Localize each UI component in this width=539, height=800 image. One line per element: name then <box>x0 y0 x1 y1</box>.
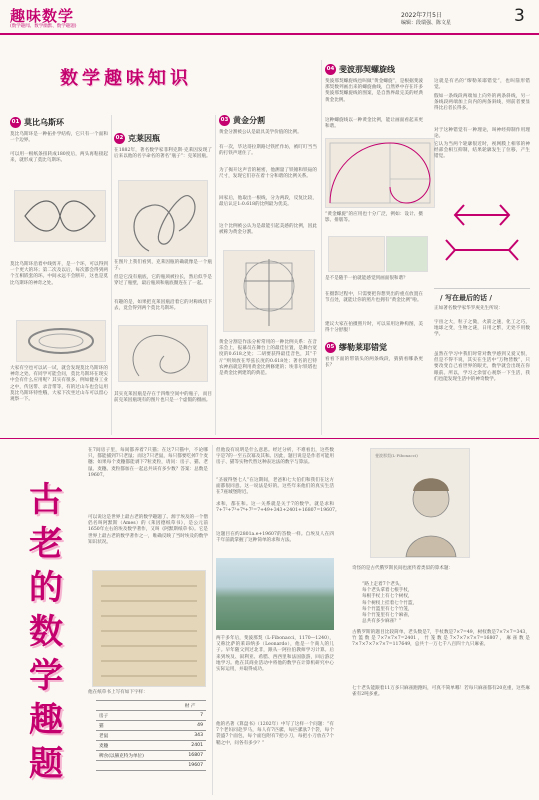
fibonacci-uses: “黄金螺旋”的应用也十分广泛，例如：设计、摄影、排版等。 <box>325 212 423 224</box>
section-title-fibonacci <box>325 64 395 75</box>
muller-explain: 假如一条线段两端加上向外的两条斜线，另一条线段两端加上向内的两条斜线，则前者要显得比后者长得多。 <box>434 94 530 112</box>
golden-measure: 为了揭开这声音的秘密，他测量了铁锤和铁砧的尺寸，发现它们存在着十分和谐的比例关系。 <box>219 168 317 180</box>
table-header-cell <box>96 701 174 711</box>
afterword-title: / 写在最后的话 / <box>440 294 492 302</box>
editor-credit: 编辑：段瑞强、陈文星 <box>401 20 452 26</box>
table-row: 稗食(以赫克特为单位) 16807 <box>96 751 206 761</box>
fibonacci-spiral-illustration <box>325 138 435 208</box>
issue-date: 2022年7月5日 <box>401 12 442 19</box>
section-title-text: 莫比乌斯环 <box>24 118 64 127</box>
column-divider <box>111 115 112 435</box>
section-title-text: 黄金分割 <box>233 116 265 125</box>
muller-name: 这就是有名的“缪勒莱耶错觉”，也叫箭形错觉。 <box>434 79 530 91</box>
russian-solution: 古俄罗斯的题目比较简单，老头数是7，手杖数是7×7=49，树杈数是7×7×7=343，竹篮数是7×7×7×7=2401，竹笼数是7×7×7×7×7=16807，麻雀数是7×7×7×7×7×7=117649，总共十一万七千八百四十九只麻雀。 <box>352 630 530 648</box>
klein-cut: 有趣的是，如果把克莱因瓶沿着它的对称线切下去，竟会得到两个莫比乌斯环。 <box>114 300 212 312</box>
table-row: 猫 49 <box>96 721 206 731</box>
fibonacci-bio: 两千多年后，斐波那契（L·Fibonacci，1170—1240），又称比萨的莱昂纳多（Leonardo），他是一个商人的儿子。早年随父到过北非，跟从一阿拉伯教师学习计算。后来到埃及、叙利亚、希腊、西西里和法国旅游，回后游泛地学习。他在其商业活动中将他的数学在计算机研究中心实际运用，并取得成功。 <box>216 636 334 673</box>
section-title-klein <box>114 133 160 144</box>
title-char: 趣 <box>29 700 63 740</box>
section-number: 05 <box>325 342 336 353</box>
poem-line: 总共有多少麻雀？” <box>362 619 402 625</box>
golden-intro: 黄金分割被公认是最具美学价值的比例。 <box>219 130 302 135</box>
fibonacci-tip: 在摄影过程中，只需要把你想突出的重点放置在节点处，就能让你的照片也拥有“黄金比例”啦。 <box>325 292 423 304</box>
ahmes-papyrus-note: 可以说这是世界上最古老的数学趣题了。源于埃及的一个僧侣名叫阿默斯（Ames）的《莱因德纸草书》，是公元前1650年左右的埃及数学著作，又叫《阿默斯纸草书》。它是世界上最古老的数学著作之一，唯确反映了当时埃及的数学知识状况。 <box>88 515 208 545</box>
section-separator <box>0 438 539 439</box>
st-petersburg-text: “圣彼得堡七人”在这期间，老爸和七大伯们和我们在这方面都很同意。这一说法是好的。这些年来他们的真实生活在7座城堡附近。 <box>216 478 334 496</box>
title-char: 的 <box>29 568 63 608</box>
section-number: 04 <box>325 64 336 75</box>
table-row: 老鼠 343 <box>96 731 206 741</box>
section-title-text: 斐波那契螺旋线 <box>339 65 395 74</box>
title-char: 题 <box>29 744 63 784</box>
mobius-ring-illustration <box>16 320 106 362</box>
golden-applications: 黄金分割是作法分析常用的一种比例关系：在音乐会上，报幕员在舞台上的最佳位置，是舞台宽度的0.618之处；二胡要获得最佳音色，其“千斤”则须放在琴弦长度的0.618处；著名的巴特农神庙就是利用黄金比例修建的；埃菲尔铁塔也是黄金比例建筑的典范。 <box>219 340 317 377</box>
golden-story: 有一次，毕达哥拉斯路过铁匠作坊，被叮叮当当的打铁声迷住了。 <box>219 145 317 157</box>
title-char: 古 <box>29 480 63 520</box>
title-char: 数 <box>29 612 63 652</box>
section-title-golden <box>219 115 265 126</box>
klein-bottle-illustration <box>118 180 208 257</box>
fibonacci-photo-note: 是不是随手一拍就能感觉到画面很和谐？ <box>325 276 408 281</box>
muller-mechanism: 它认为当两个轮廓很近时，视网膜上相邻的神经部会相互抑制，结果轮廓发生了位移，产生错觉。 <box>434 142 530 160</box>
title-char: 老 <box>29 524 63 564</box>
section-number: 03 <box>219 115 230 126</box>
fibonacci-harmony: 这种螺旋线以一种黄金比例，能让画面看起来更和谐。 <box>325 118 423 130</box>
poem-line: 每根手杖上有七个树杈， <box>362 594 413 600</box>
afterword-quote-intro: 正如著名数学家华罗庚先生所说： <box>434 306 503 311</box>
russian-conclusion: 七十老头能跟着11万多只麻雀跑跑吗，可真不简单哪！若每只麻雀都有20克重，这些麻雀有2吨多重。 <box>352 686 530 698</box>
muller-theory: 对于这种错觉有一种理论，叫神经抑制作用理论。 <box>434 128 530 140</box>
mobius-how-to: 可以用一根纸条扭转成180度后，两头再粘接起来，就形成了莫比乌斯环。 <box>10 152 108 164</box>
section-title-mobius <box>10 117 64 128</box>
russian-poem <box>362 582 530 625</box>
afterword-quote: 宇宙之大，粒子之微，火箭之速，化工之巧，地球之变，生物之谜，日用之繁，无处不用数学。 <box>434 320 530 338</box>
table-total-row: 19607 <box>96 761 206 771</box>
poem-line: 每个树杈上挂着七个竹篮， <box>362 600 418 606</box>
masthead-subtitle: (数学趣闻、数学幽默、数学趣题) <box>10 24 77 29</box>
klein-4d: 其实克莱因瓶是存在于四维空间中的瓶子，而目前克莱因瓶现有的图片也只是一个虚假的摄画。 <box>114 392 212 404</box>
klein-shape: 在图片上我们看到，克莱因瓶的确就像是一个瓶子。 <box>114 260 212 272</box>
muller-illusion-illustration <box>440 185 524 277</box>
page-number: 3 <box>514 6 525 26</box>
liber-abaci-problem: 他的名著《算盘书》（1202年）中写了这样一个问题：“有7个老妇同赴罗马，每人有7匹骡，每匹骡驮7个袋，每个袋盛7个面包，每个面包附有7把小刀，每把小刀放在7个鞘之中，问各有多少？” <box>216 722 334 746</box>
poem-line: 每个竹笼里有七个麻雀， <box>362 613 413 619</box>
seven-houses-problem: 在7间房子里，每间都养着7只猫；在这7只猫中，不论哪只，都能捕到7只老鼠；而这7只老鼠，每只都要吃掉7个麦穗；如果每个麦穗都能剥下7粒麦粒，请问：房子、猫、老鼠、麦穗、麦粒都加在一起总共该有多少数？答案：总数是19607。 <box>88 448 208 478</box>
section-number: 01 <box>10 117 21 128</box>
masthead-title: 趣味数学 <box>10 7 75 25</box>
section-title-text: 缪勒莱耶错觉 <box>339 343 387 352</box>
vertical-title <box>22 478 70 786</box>
fibonacci-advice: 建议大家在拍摄照片时，可以采用这种构图，美得十分舒服！ <box>325 322 423 334</box>
afterword-conclusion: 虽然在学习中我们时常对数学感到又爱又恨，但是不得不说，其实在生活中“万物皆数”，只要改变自己看世界的眼光，数学就会出现在你眼前。所以，学习之余留心观察一下生活，我们也能发现生活中的神奇数学。 <box>434 352 530 382</box>
section-banner: 数学趣味知识 <box>60 68 192 89</box>
fibonacci-photo-2 <box>386 236 428 272</box>
papyrus-illustration <box>92 570 206 687</box>
column-divider <box>212 445 213 795</box>
mobius-strip-illustration <box>14 190 106 242</box>
russian-intro: 奇怪的是古代俄罗斯民间也流传着类似的算术题： <box>352 566 454 571</box>
section-number: 02 <box>114 133 125 144</box>
table-row: 麦穗 2401 <box>96 741 206 751</box>
golden-ratio-illustration <box>223 250 315 332</box>
table-header-cell: 财 产 <box>174 701 206 711</box>
landscape-photo <box>216 558 334 630</box>
section-title-text: 克莱因瓶 <box>128 134 160 143</box>
poem-line: “路上走着7个老头， <box>362 582 405 587</box>
mobius-intro: 莫比乌斯环是一种拓扑学结构，它只有一个面和一个边界。 <box>10 132 108 144</box>
fibonacci-photo-1 <box>328 236 385 272</box>
fibonacci-portrait: 斐波那契(L·Fibonacci) <box>370 448 470 558</box>
poem-line: 每个老头拿着七根手杖， <box>362 588 413 594</box>
column-divider <box>215 115 216 435</box>
header-rule <box>0 33 539 35</box>
sum-formula: 求和，都在和。这一关系就是关于7的数学。就是求和7+7²+7³+7⁴+7⁵=7+49+343+2401+16807=19607。 <box>216 502 340 514</box>
klein-intro: 在1882年，著名数学家菲利克斯·克莱因发现了后来以他的名字命名的著名“瓶子”：克莱因瓶。 <box>114 148 212 160</box>
papyrus-caption: 他在纸草书上写有如下字样： <box>88 690 148 695</box>
analysis-text: 但他没有说明是什么意思。经过分析，不难看出，这些数字是7的一至五次幂及其和。因此，题目说是是作者可能用房子、猫等实物代替这种表达法的数字与算法。 <box>216 448 334 466</box>
table-row: 房子 7 <box>96 711 206 721</box>
section-title-muller <box>325 342 387 353</box>
title-char: 学 <box>29 656 63 696</box>
column-divider <box>321 60 322 435</box>
egypt-summary: 这题目在约2801a.e+19607的答数一样。自埃及人在四千年前就掌握了这种简单的求和方法。 <box>216 532 334 544</box>
papyrus-table <box>96 700 206 771</box>
golden-ratio: 回家后，他取出一根线，分为两段，反复比较，最后认定1:0.618的比例最为优美。 <box>219 196 317 208</box>
mobius-applications: 大家有空也可以试一试，就会发现莫比乌斯环的神奇之处。有同学可能会问，莫比乌斯环在现实中会有什么应用呢？其实有很多，例如健身工业之中，传送带、录音带等，有的过山车也会运用莫比乌斯环特性哦，大家下次坐过山车可以留心观察一下。 <box>10 366 108 403</box>
fibonacci-intro: 斐波那契螺旋线也叫做“黄金螺旋”，是根据斐波那契数列画出来的螺旋曲线，自然界中存在许多斐波那契螺旋线的图案，是自然界最完美的经典黄金比例。 <box>325 79 423 103</box>
mobius-cutting: 莫比乌斯环沿着中线剪开，是一个环，可以得到一个更大的环；第二次及以后，每次都会得到两个互相嵌套的环。中间永远不会断开，这也是莫比乌斯环的神奇之处。 <box>10 262 108 286</box>
muller-question: 看看下面的带箭头的两条线段，猜猜看哪条更长？ <box>325 357 423 369</box>
klein-wire-illustration <box>118 325 208 382</box>
golden-beauty: 这个比例被公认为是最能引起美感的比例，因此被称为黄金分割。 <box>219 224 317 236</box>
afterword-rule <box>434 288 530 289</box>
klein-no-bottom: 但是它没有瓶底，它的瓶颈被拉长，然后似乎是穿过了瓶壁，最后瓶颈和瓶底圈连在了一起。 <box>114 275 212 287</box>
poem-line: 每个竹篮里有七个竹笼， <box>362 606 413 612</box>
